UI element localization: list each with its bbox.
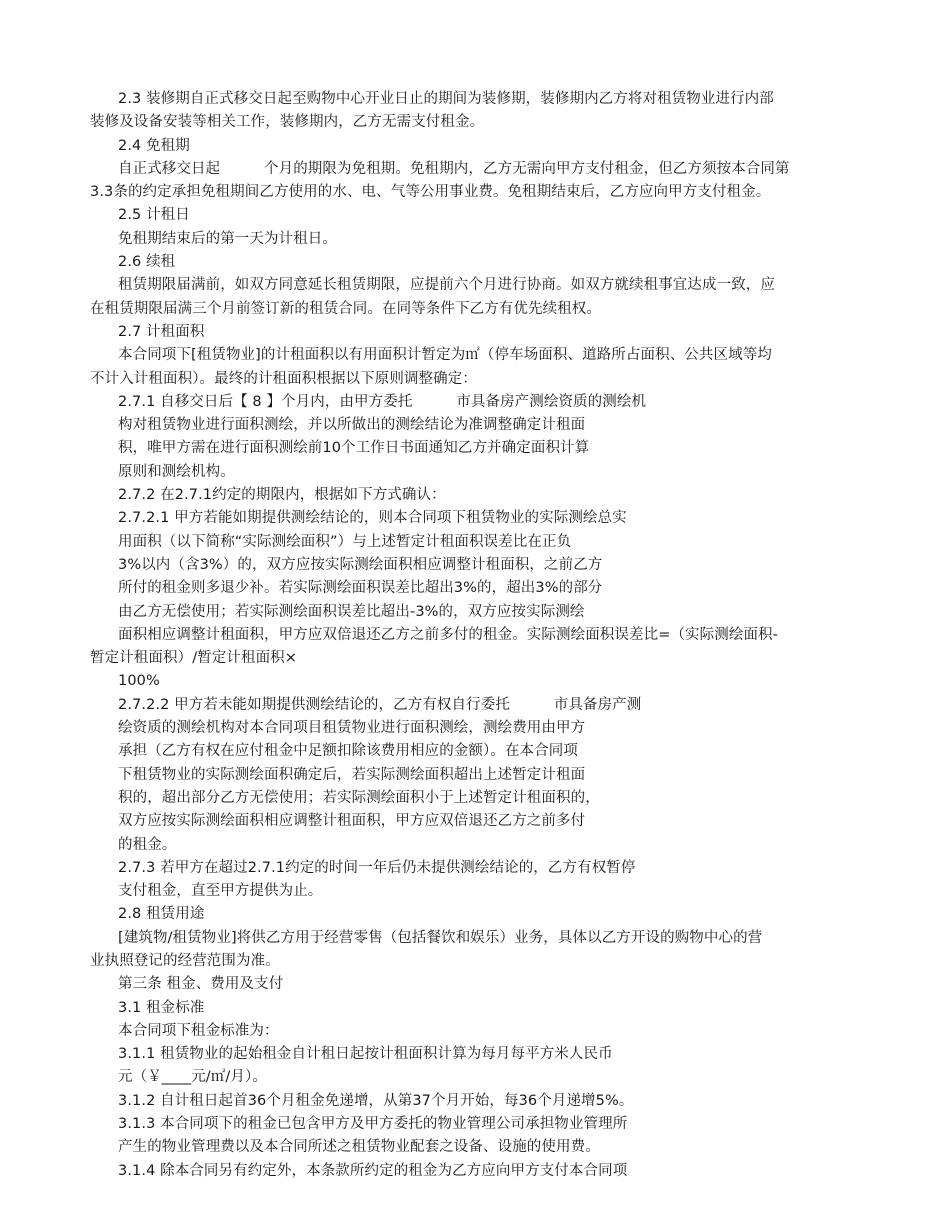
text-line: 支付租金，直至甲方提供为止。 xyxy=(118,883,323,900)
text-line: 绘资质的测绘机构对本合同项目租赁物业进行面积测绘，测绘费用由甲方 xyxy=(118,720,586,737)
text-line: 2.5 计租日 xyxy=(118,207,190,224)
text-line: [建筑物/租赁物业]将供乙方用于经营零售（包括餐饮和娱乐）业务，具体以乙方开设的购物中心的营 xyxy=(118,929,763,946)
text-line: 2.7.2.2 甲方若未能如期提供测绘结论的，乙方有权自行委托 市具备房产测 xyxy=(118,696,642,713)
text-line: 构对租赁物业进行面积测绘，并以所做出的测绘结论为准调整确定计租面 xyxy=(118,417,586,434)
text-line: 3.1.1 租赁物业的起始租金自计租日起按计租面积计算为每月每平方米人民币 xyxy=(118,1046,613,1063)
text-line: 元（￥____元/㎡/月）。 xyxy=(118,1069,267,1086)
text-line: 3.3条的约定承担免租期间乙方使用的水、电、气等公用事业费。免租期结束后，乙方应向甲方支付租金。 xyxy=(90,184,771,201)
text-line: 双方应按实际测绘面积相应调整计租面积，甲方应双倍退还乙方之前多付 xyxy=(118,813,586,830)
text-line: 本合同项下[租赁物业]的计租面积以有用面积计暂定为㎡（停车场面积、道路所占面积、公共区域等均 xyxy=(118,347,772,364)
text-line: 租赁期限届满前，如双方同意延长租赁期限，应提前六个月进行协商。如双方就续租事宜达成一致，应 xyxy=(118,277,775,294)
text-line: 产生的物业管理费以及本合同所述之租赁物业配套之设备、设施的使用费。 xyxy=(118,1139,600,1156)
text-line: 装修及设备安装等相关工作，装修期内，乙方无需支付租金。 xyxy=(90,114,485,131)
text-line: 由乙方无偿使用；若实际测绘面积误差比超出-3%的，双方应按实际测绘 xyxy=(118,603,585,620)
text-line: 2.7 计租面积 xyxy=(118,323,205,340)
text-line: 3.1.3 本合同项下的租金已包含甲方及甲方委托的物业管理公司承担物业管理所 xyxy=(118,1116,628,1133)
text-line: 2.8 租赁用途 xyxy=(118,906,205,923)
text-line: 3.1.2 自计租日起首36个月租金免递增，从第37个月开始，每36个月递增5%。 xyxy=(118,1092,634,1109)
text-line: 2.7.2.1 甲方若能如期提供测绘结论的，则本合同项下租赁物业的实际测绘总实 xyxy=(118,510,627,527)
text-line: 在租赁期限届满三个月前签订新的租赁合同。在同等条件下乙方有优先续租权。 xyxy=(90,300,601,317)
text-line: 本合同项下租金标准为： xyxy=(118,1022,279,1039)
text-line: 2.7.3 若甲方在超过2.7.1约定的时间一年后仍未提供测绘结论的，乙方有权暂停 xyxy=(118,859,636,876)
text-line: 3%以内（含3%）的，双方应按实际测绘面积相应调整计租面积，之前乙方 xyxy=(118,556,603,573)
text-line: 第三条 租金、费用及支付 xyxy=(118,976,284,993)
text-line: 2.3 装修期自正式移交日起至购物中心开业日止的期间为装修期，装修期内乙方将对租赁物业进行内部 xyxy=(118,91,774,107)
text-line: 积，唯甲方需在进行面积测绘前10个工作日书面通知乙方并确定面积计算 xyxy=(118,440,590,457)
text-line: 原则和测绘机构。 xyxy=(118,463,235,480)
text-line: 3.1.4 除本合同另有约定外，本条款所约定的租金为乙方应向甲方支付本合同项 xyxy=(118,1162,628,1179)
text-line: 暂定计租面积）/暂定计租面积× xyxy=(90,650,298,667)
text-line: 免租期结束后的第一天为计租日。 xyxy=(118,230,337,247)
text-line: 100% xyxy=(118,673,160,690)
text-line: 2.7.2 在2.7.1约定的期限内，根据如下方式确认： xyxy=(118,487,446,504)
text-line: 积的，超出部分乙方无偿使用；若实际测绘面积小于上述暂定计租面积的， xyxy=(118,789,600,806)
text-line: 承担（乙方有权在应付租金中足额扣除该费用相应的金额）。在本合同项 xyxy=(118,743,578,760)
text-line: 用面积（以下简称“实际测绘面积”）与上述暂定计租面积误差比在正负 xyxy=(118,533,572,550)
text-line: 的租金。 xyxy=(118,836,177,853)
text-line: 2.6 续租 xyxy=(118,254,176,271)
text-line: 面积相应调整计租面积，甲方应双倍退还乙方之前多付的租金。实际测绘面积误差比=（实际测绘面积- xyxy=(118,626,778,643)
text-line: 不计入计租面积）。最终的计租面积根据以下原则调整确定： xyxy=(90,370,477,387)
text-line: 2.4 免租期 xyxy=(118,137,190,154)
text-line: 2.7.1 自移交日后【 8 】个月内，由甲方委托 市具备房产测绘资质的测绘机 xyxy=(118,393,647,410)
text-line: 自正式移交日起 个月的期限为免租期。免租期内，乙方无需向甲方支付租金，但乙方须按本合同第 xyxy=(118,160,790,177)
text-line: 下租赁物业的实际测绘面积确定后，若实际测绘面积超出上述暂定计租面 xyxy=(118,766,586,783)
text-line: 所付的租金则多退少补。若实际测绘面积误差比超出3%的，超出3%的部分 xyxy=(118,580,603,597)
text-line: 3.1 租金标准 xyxy=(118,999,205,1016)
text-line: 业执照登记的经营范围为准。 xyxy=(90,952,280,969)
